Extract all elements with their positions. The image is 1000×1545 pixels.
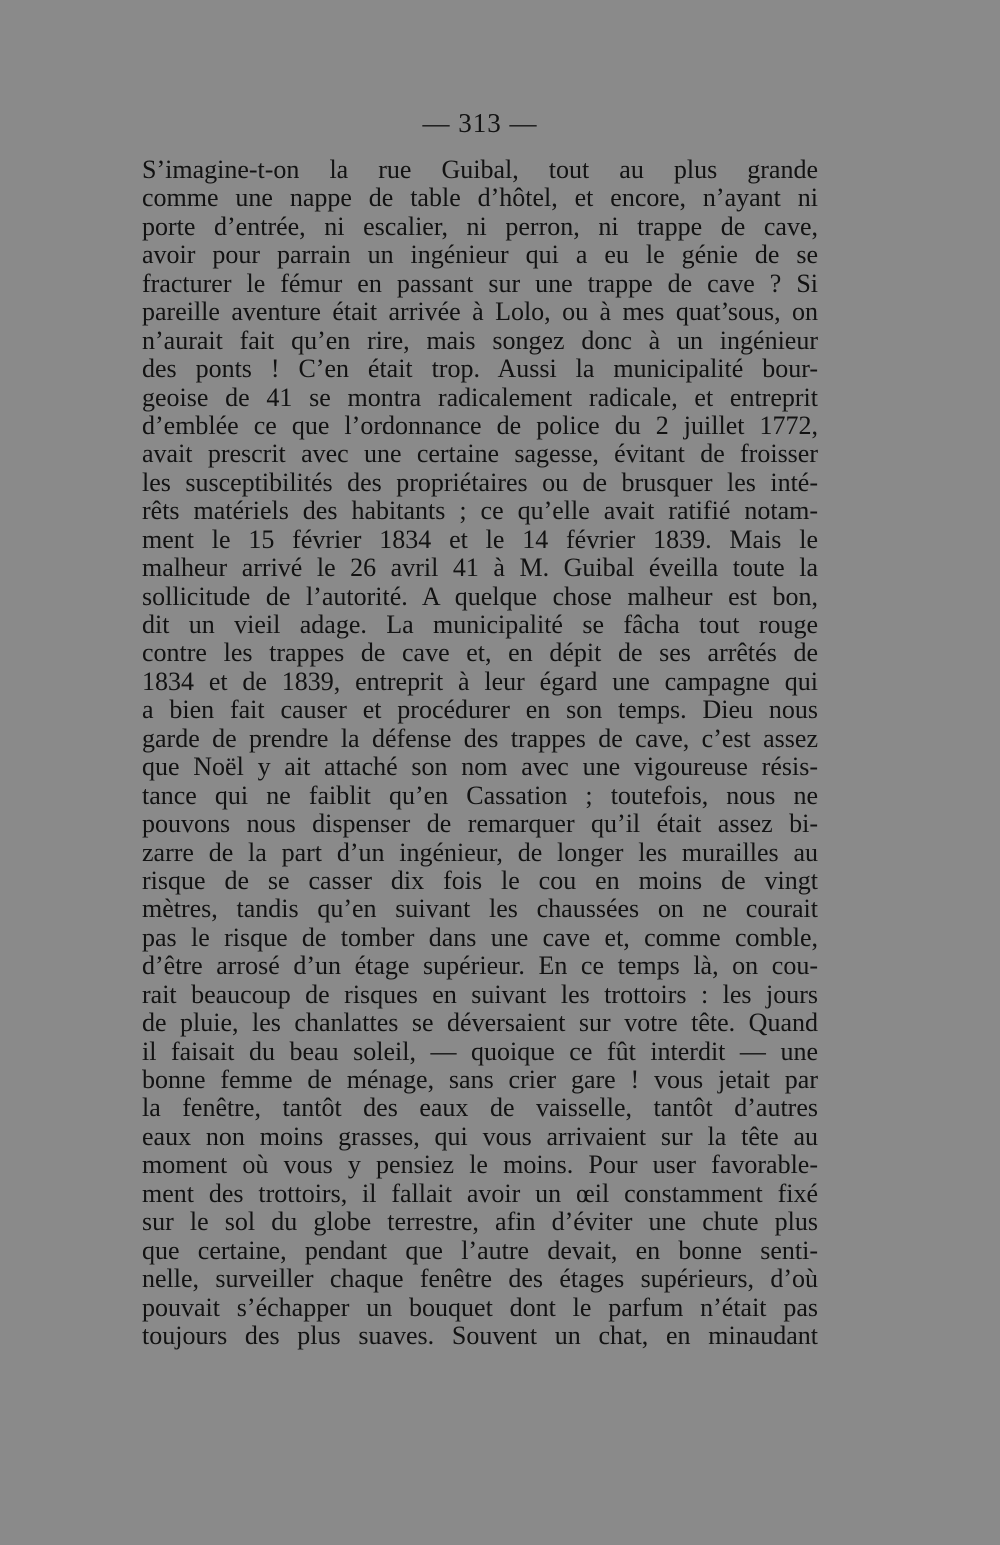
text-line: sur le sol du globe terrestre, afin d’éviter une chute plus <box>142 1207 818 1237</box>
text-line: rait beaucoup de risques en suivant les trottoirs : les jours <box>142 979 818 1009</box>
body-text <box>142 156 818 1350</box>
text-line: avoir pour parrain un ingénieur qui a eu le génie de se <box>142 240 818 270</box>
text-line: avait prescrit avec une certaine sagesse, évitant de froisser <box>142 439 818 469</box>
text-line: de pluie, les chanlattes se déversaient sur votre tête. Quand <box>142 1008 818 1038</box>
text-line: ment des trottoirs, il fallait avoir un œil constamment fixé <box>142 1178 818 1208</box>
text-line: zarre de la part d’un ingénieur, de longer les murailles au <box>142 837 818 867</box>
text-line: pareille aventure était arrivée à Lolo, ou à mes quat’sous, on <box>142 297 818 327</box>
text-line: contre les trappes de cave et, en dépit de ses arrêtés de <box>142 638 818 668</box>
text-line: que Noël y ait attaché son nom avec une vigoureuse résis- <box>142 752 818 782</box>
page-number: — 313 — <box>422 108 538 138</box>
text-line: sollicitude de l’autorité. A quelque chose malheur est bon, <box>142 581 818 611</box>
text-line: dit un vieil adage. La municipalité se fâcha tout rouge <box>142 610 818 639</box>
text-line: moment où vous y pensiez le moins. Pour user favorable- <box>142 1150 818 1180</box>
text-line: les susceptibilités des propriétaires ou de brusquer les inté- <box>142 467 818 497</box>
text-line: nelle, surveiller chaque fenêtre des étages supérieurs, d’où <box>142 1264 818 1294</box>
text-line: pouvons nous dispenser de remarquer qu’il était assez bi- <box>142 809 818 839</box>
text-line: fracturer le fémur en passant sur une trappe de cave ? Si <box>142 268 818 298</box>
text-line: risque de se casser dix fois le cou en moins de vingt <box>142 865 818 895</box>
text-line: il faisait du beau soleil, — quoique ce fût interdit — une <box>142 1036 818 1066</box>
text-line: pas le risque de tomber dans une cave et, comme comble, <box>142 922 818 952</box>
text-line: geoise de 41 se montra radicalement radicale, et entreprit <box>142 382 818 412</box>
text-line: eaux non moins grasses, qui vous arrivaient sur la tête au <box>142 1121 818 1151</box>
text-line: n’aurait fait qu’en rire, mais songez donc à un ingénieur <box>142 325 818 355</box>
text-line: des ponts ! C’en était trop. Aussi la municipalité bour- <box>142 354 818 384</box>
text-line: S’imagine-t-on la rue Guibal, tout au plus grande <box>142 155 818 184</box>
text-line: que certaine, pendant que l’autre devait, en bonne senti- <box>142 1235 818 1265</box>
text-line: porte d’entrée, ni escalier, ni perron, ni trappe de cave, <box>142 211 818 241</box>
text-line: toujours des plus suaves. Souvent un chat, en minaudant <box>142 1320 818 1350</box>
text-line: tance qui ne faiblit qu’en Cassation ; toutefois, nous ne <box>142 780 818 810</box>
text-line: la fenêtre, tantôt des eaux de vaisselle, tantôt d’autres <box>142 1093 818 1123</box>
text-line: 1834 et de 1839, entreprit à leur égard une campagne qui <box>142 666 818 696</box>
text-line: a bien fait causer et procédurer en son temps. Dieu nous <box>142 695 818 725</box>
text-line: malheur arrivé le 26 avril 41 à M. Guibal éveilla toute la <box>142 553 818 583</box>
text-line: mètres, tandis qu’en suivant les chaussées on ne courait <box>142 894 818 924</box>
text-line: ment le 15 février 1834 et le 14 février 1839. Mais le <box>142 524 818 554</box>
text-line: pouvait s’échapper un bouquet dont le parfum n’était pas <box>142 1292 818 1322</box>
text-line: comme une nappe de table d’hôtel, et encore, n’ayant ni <box>142 183 818 213</box>
text-line: d’être arrosé d’un étage supérieur. En ce temps là, on cou- <box>142 951 818 981</box>
text-line: d’emblée ce que l’ordonnance de police du 2 juillet 1772, <box>142 410 818 440</box>
text-line: garde de prendre la défense des trappes de cave, c’est assez <box>142 723 818 753</box>
text-line: bonne femme de ménage, sans crier gare ! vous jetait par <box>142 1065 818 1094</box>
text-line: rêts matériels des habitants ; ce qu’elle avait ratifié notam- <box>142 496 818 526</box>
